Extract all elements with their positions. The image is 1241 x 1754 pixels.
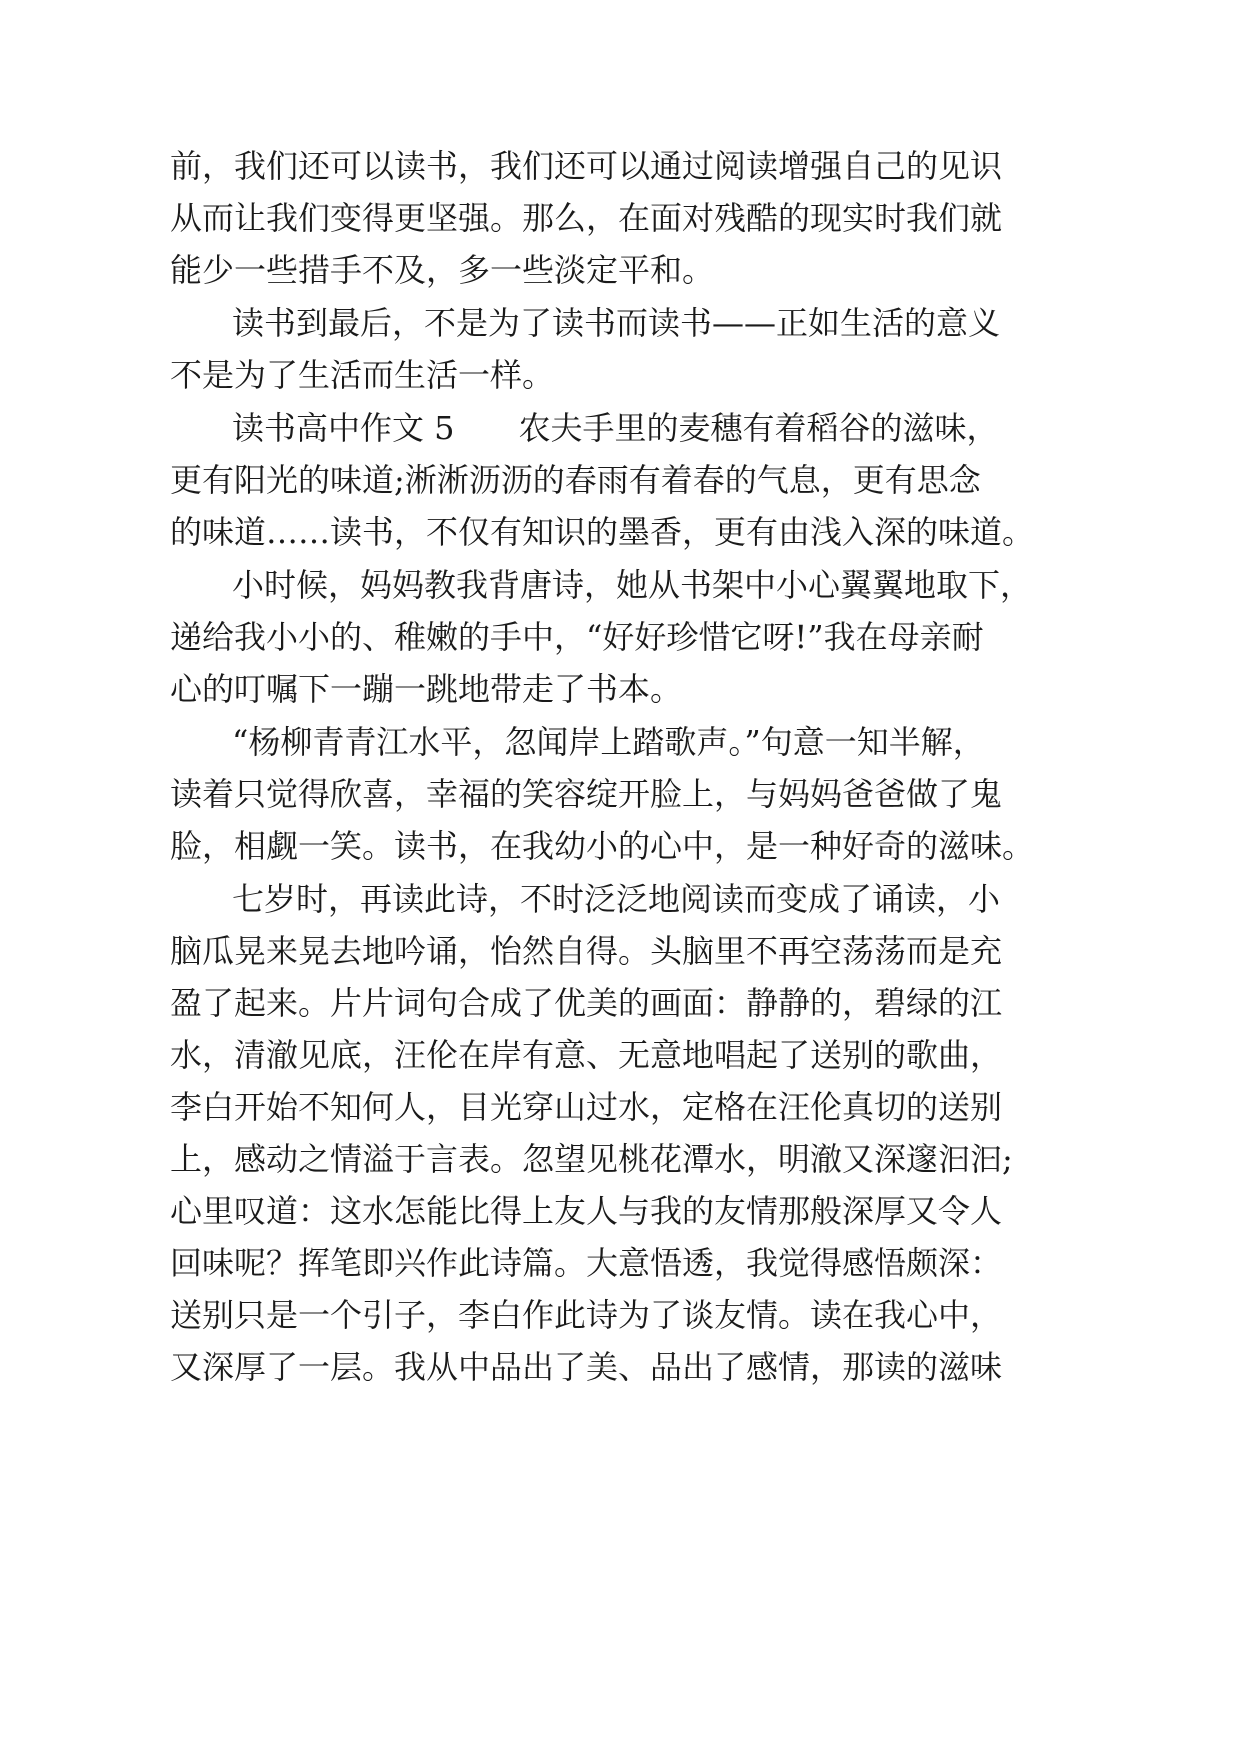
text-line: 能少一些措手不及，多一些淡定平和。 <box>170 251 715 289</box>
text-line: 脸，相觑一笑。读书，在我幼小的心中，是一种好奇的滋味。 <box>170 827 1035 865</box>
text-line: “杨柳青青江水平，忽闻岸上踏歌声。”句意一知半解， <box>232 723 985 761</box>
text-line: 更有阳光的味道;淅淅沥沥的春雨有着春的气息，更有思念 <box>170 461 981 499</box>
text-line: 的味道……读书，不仅有知识的墨香，更有由浅入深的味道。 <box>170 513 1035 551</box>
text-line: 送别只是一个引子，李白作此诗为了谈友情。读在我心中， <box>170 1296 1003 1334</box>
text-line: 读书高中作文 5 农夫手里的麦穗有着稻谷的滋味， <box>232 409 999 447</box>
text-line: 脑瓜晃来晃去地吟诵，怡然自得。头脑里不再空荡荡而是充 <box>170 932 1003 970</box>
text-line: 又深厚了一层。我从中品出了美、品出了感情，那读的滋味 <box>170 1348 1003 1386</box>
text-line: 上，感动之情溢于言表。忽望见桃花潭水，明澈又深邃汩汩; <box>170 1140 1013 1178</box>
text-line: 读着只觉得欣喜，幸福的笑容绽开脸上，与妈妈爸爸做了鬼 <box>170 775 1003 813</box>
text-line: 七岁时，再读此诗，不时泛泛地阅读而变成了诵读，小 <box>232 880 1001 918</box>
text-line: 小时候，妈妈教我背唐诗，她从书架中小心翼翼地取下， <box>232 566 1033 604</box>
text-line: 不是为了生活而生活一样。 <box>170 356 555 394</box>
text-line: 回味呢？挥笔即兴作此诗篇。大意悟透，我觉得感悟颇深： <box>170 1244 1003 1282</box>
text-line: 心里叹道：这水怎能比得上友人与我的友情那般深厚又令人 <box>170 1192 1003 1230</box>
text-line: 心的叮嘱下一蹦一跳地带走了书本。 <box>170 670 683 708</box>
text-line: 盈了起来。片片词句合成了优美的画面：静静的，碧绿的江 <box>170 984 1003 1022</box>
text-line: 递给我小小的、稚嫩的手中，“好好珍惜它呀!”我在母亲耐 <box>170 618 984 656</box>
text-line: 前，我们还可以读书，我们还可以通过阅读增强自己的见识 <box>170 147 1003 185</box>
text-line: 水，清澈见底，汪伦在岸有意、无意地唱起了送别的歌曲， <box>170 1036 1003 1074</box>
text-line: 读书到最后，不是为了读书而读书——正如生活的意义 <box>232 304 1001 342</box>
text-line: 李白开始不知何人，目光穿山过水，定格在汪伦真切的送别 <box>170 1088 1003 1126</box>
text-line: 从而让我们变得更坚强。那么，在面对残酷的现实时我们就 <box>170 199 1003 237</box>
